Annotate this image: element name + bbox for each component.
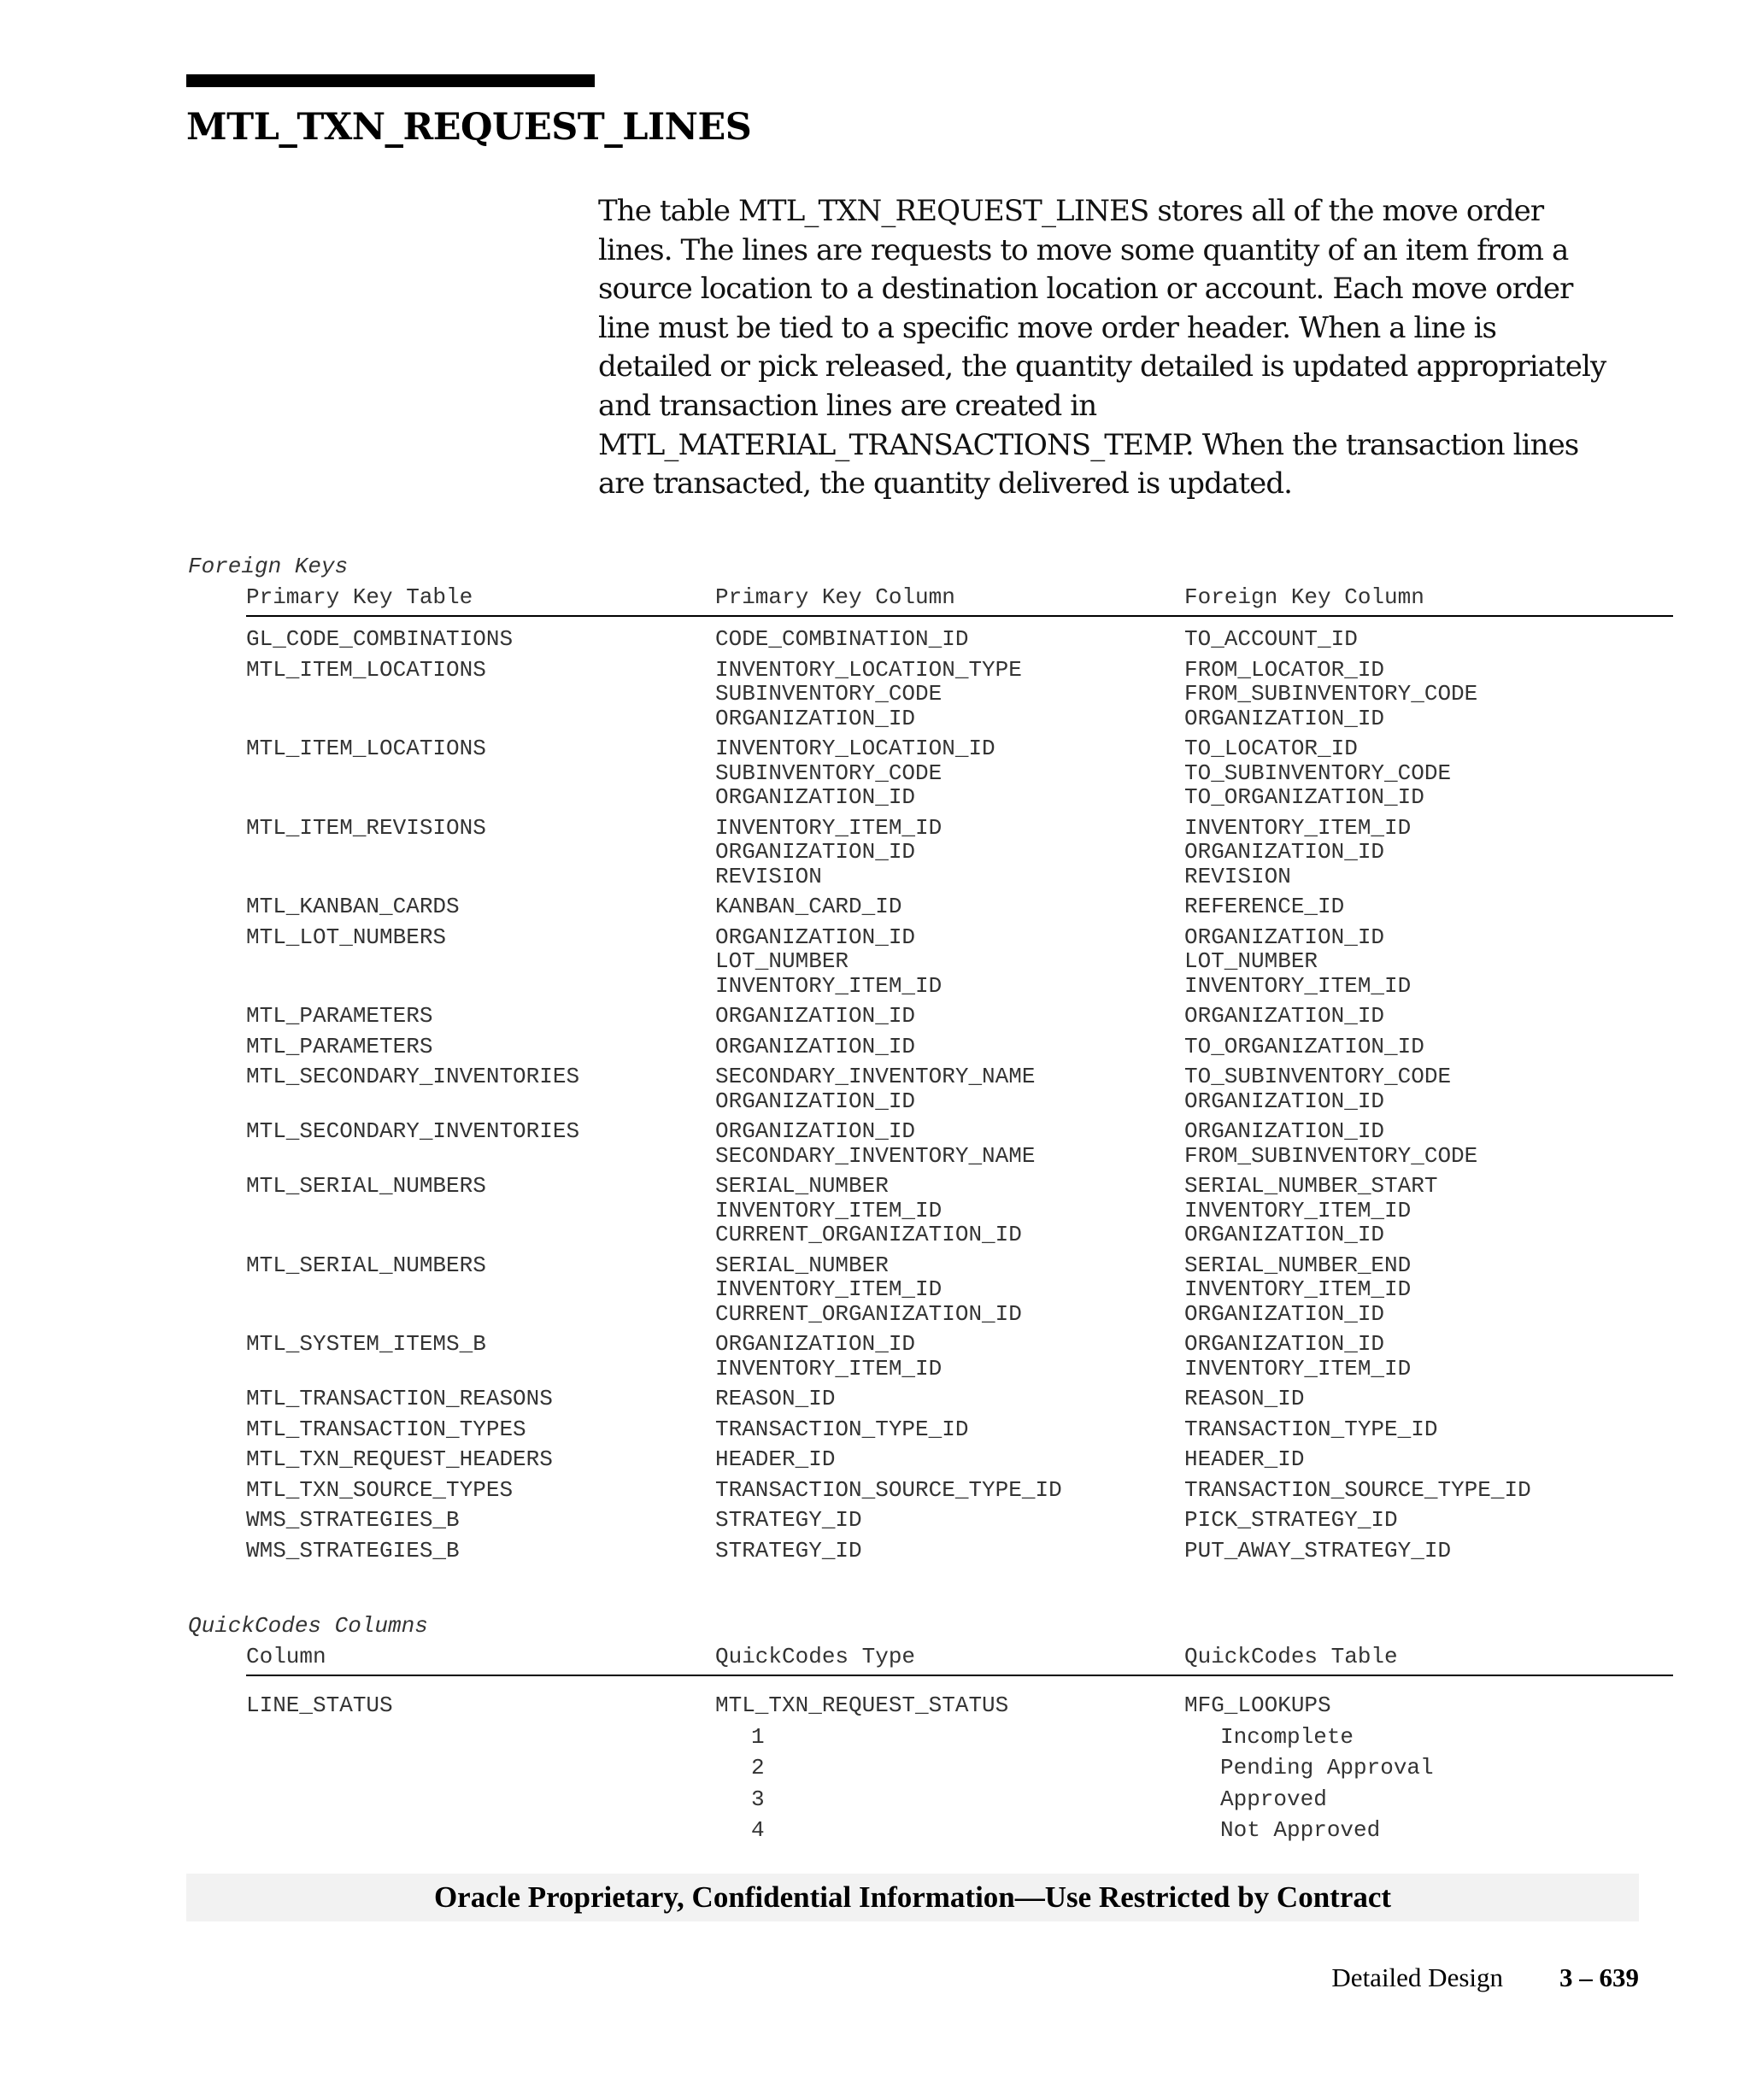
primary-key-column: REASON_ID bbox=[715, 1386, 836, 1411]
primary-key-table: MTL_SECONDARY_INVENTORIES bbox=[246, 1064, 580, 1089]
foreign-key-column: PICK_STRATEGY_ID bbox=[1184, 1507, 1398, 1533]
foreign-key-column: HEADER_ID bbox=[1184, 1446, 1305, 1472]
primary-key-column: ORGANIZATION_ID bbox=[715, 1033, 916, 1059]
foreign-key-column: ORGANIZATION_ID bbox=[1184, 924, 1385, 950]
fk-row bbox=[246, 1065, 1673, 1113]
foreign-key-column: ORGANIZATION_ID bbox=[1184, 1118, 1385, 1144]
primary-key-table: MTL_TRANSACTION_REASONS bbox=[246, 1386, 553, 1411]
foreign-key-column: ORGANIZATION_ID bbox=[1184, 839, 1385, 865]
quickcode-meaning: Not Approved bbox=[1220, 1817, 1381, 1843]
fk-primary-table-cell bbox=[246, 1417, 526, 1442]
fk-foreign-column-cell bbox=[1184, 627, 1358, 652]
foreign-key-column: INVENTORY_ITEM_ID bbox=[1184, 972, 1412, 999]
fk-foreign-column-cell bbox=[1184, 1508, 1398, 1533]
foreign-key-column: TO_SUBINVENTORY_CODE bbox=[1184, 760, 1452, 786]
foreign-key-column: TO_ACCOUNT_ID bbox=[1184, 626, 1358, 652]
fk-row bbox=[246, 816, 1673, 889]
quickcode-value: 1 bbox=[751, 1723, 765, 1750]
primary-key-table: MTL_TXN_REQUEST_HEADERS bbox=[246, 1446, 553, 1472]
foreign-key-column: ORGANIZATION_ID bbox=[1184, 1222, 1385, 1247]
foreign-key-column: LOT_NUMBER bbox=[1184, 948, 1318, 974]
fk-foreign-column-cell bbox=[1184, 1417, 1437, 1442]
foreign-key-column: TRANSACTION_TYPE_ID bbox=[1184, 1416, 1438, 1442]
fk-primary-table-cell bbox=[246, 1065, 579, 1089]
primary-key-table: MTL_KANBAN_CARDS bbox=[246, 894, 460, 919]
foreign-key-column: REFERENCE_ID bbox=[1184, 894, 1345, 919]
quickcode-meaning: Pending Approval bbox=[1220, 1755, 1434, 1780]
fk-primary-table-cell bbox=[246, 627, 513, 652]
header-primary-key-column: Primary Key Column bbox=[715, 584, 955, 610]
fk-row bbox=[246, 1332, 1673, 1381]
fk-primary-table-cell bbox=[246, 925, 446, 950]
primary-key-column: INVENTORY_LOCATION_TYPE bbox=[715, 656, 1022, 683]
fk-primary-table-cell bbox=[246, 1119, 579, 1144]
fk-foreign-column-cell bbox=[1184, 1065, 1451, 1113]
fk-primary-table-cell bbox=[246, 1539, 460, 1563]
quickcodes-column-cell bbox=[246, 1690, 393, 1722]
title-rule bbox=[186, 74, 595, 87]
primary-key-table: MTL_PARAMETERS bbox=[246, 1003, 433, 1029]
foreign-key-column: INVENTORY_ITEM_ID bbox=[1184, 1197, 1412, 1223]
description-line: source location to a destination location or account. Each move order bbox=[598, 272, 1573, 307]
quickcode-value: 3 bbox=[751, 1786, 765, 1812]
primary-key-column: SUBINVENTORY_CODE bbox=[715, 760, 943, 786]
fk-primary-column-cell bbox=[715, 658, 1022, 731]
primary-key-column: CODE_COMBINATION_ID bbox=[715, 626, 969, 652]
foreign-key-column: INVENTORY_ITEM_ID bbox=[1184, 814, 1412, 841]
description-line: and transaction lines are created in bbox=[598, 388, 1097, 423]
primary-key-table: MTL_ITEM_LOCATIONS bbox=[246, 736, 486, 761]
description-line: The table MTL_TXN_REQUEST_LINES stores all of the move order bbox=[598, 194, 1544, 228]
fk-row bbox=[246, 1508, 1673, 1533]
fk-primary-table-cell bbox=[246, 736, 486, 761]
fk-primary-column-cell bbox=[715, 1539, 862, 1563]
header-quickcodes-type: QuickCodes Type bbox=[715, 1644, 916, 1669]
foreign-keys-header bbox=[246, 584, 1673, 617]
foreign-key-column: REASON_ID bbox=[1184, 1386, 1305, 1411]
primary-key-column: ORGANIZATION_ID bbox=[715, 924, 916, 950]
fk-primary-column-cell bbox=[715, 1174, 1022, 1247]
fk-primary-column-cell bbox=[715, 1508, 862, 1533]
foreign-key-column: ORGANIZATION_ID bbox=[1184, 1300, 1385, 1327]
quickcodes-header bbox=[246, 1644, 1673, 1676]
table-description bbox=[598, 192, 1666, 504]
primary-key-column: REVISION bbox=[715, 863, 822, 889]
primary-key-column: KANBAN_CARD_ID bbox=[715, 894, 902, 919]
description-line: line must be tied to a specific move order header. When a line is bbox=[598, 310, 1497, 345]
fk-foreign-column-cell bbox=[1184, 1253, 1411, 1327]
foreign-key-column: INVENTORY_ITEM_ID bbox=[1184, 1355, 1412, 1381]
primary-key-table: WMS_STRATEGIES_B bbox=[246, 1507, 460, 1533]
fk-foreign-column-cell bbox=[1184, 925, 1411, 999]
fk-foreign-column-cell bbox=[1184, 1332, 1411, 1381]
fk-primary-table-cell bbox=[246, 1253, 486, 1278]
fk-foreign-column-cell bbox=[1184, 736, 1451, 810]
primary-key-column: CURRENT_ORGANIZATION_ID bbox=[715, 1300, 1022, 1327]
fk-primary-column-cell bbox=[715, 1332, 942, 1381]
fk-primary-column-cell bbox=[715, 1417, 968, 1442]
header-quickcodes-table: QuickCodes Table bbox=[1184, 1644, 1398, 1669]
foreign-key-column: SERIAL_NUMBER_END bbox=[1184, 1252, 1412, 1278]
primary-key-column: CURRENT_ORGANIZATION_ID bbox=[715, 1222, 1022, 1247]
foreign-key-column: SERIAL_NUMBER_START bbox=[1184, 1173, 1438, 1199]
fk-primary-table-cell bbox=[246, 658, 486, 683]
header-foreign-key-column: Foreign Key Column bbox=[1184, 584, 1424, 610]
primary-key-column: STRATEGY_ID bbox=[715, 1507, 862, 1533]
fk-foreign-column-cell bbox=[1184, 895, 1344, 919]
fk-foreign-column-cell bbox=[1184, 1539, 1451, 1563]
foreign-keys-label: Foreign Keys bbox=[188, 554, 349, 579]
fk-primary-table-cell bbox=[246, 1478, 513, 1503]
foreign-key-column: TRANSACTION_SOURCE_TYPE_ID bbox=[1184, 1476, 1531, 1503]
quickcode-value: 2 bbox=[751, 1755, 765, 1780]
foreign-key-column: TO_LOCATOR_ID bbox=[1184, 736, 1358, 761]
primary-key-column: LOT_NUMBER bbox=[715, 948, 849, 974]
foreign-key-column: FROM_SUBINVENTORY_CODE bbox=[1184, 1142, 1478, 1169]
fk-row bbox=[246, 1004, 1673, 1029]
fk-row bbox=[246, 1174, 1673, 1247]
quickcodes-label: QuickCodes Columns bbox=[188, 1613, 428, 1639]
quickcodes-type: MTL_TXN_REQUEST_STATUS bbox=[715, 1692, 1009, 1718]
fk-foreign-column-cell bbox=[1184, 1035, 1424, 1059]
primary-key-table: MTL_SYSTEM_ITEMS_B bbox=[246, 1331, 486, 1357]
fk-primary-column-cell bbox=[715, 925, 942, 999]
header-primary-key-table: Primary Key Table bbox=[246, 584, 473, 610]
primary-key-column: ORGANIZATION_ID bbox=[715, 784, 916, 810]
primary-key-table: MTL_ITEM_REVISIONS bbox=[246, 814, 486, 841]
foreign-key-column: ORGANIZATION_ID bbox=[1184, 1003, 1385, 1029]
quickcodes-row bbox=[246, 1690, 1673, 1843]
primary-key-column: ORGANIZATION_ID bbox=[715, 1003, 916, 1029]
description-line: MTL_MATERIAL_TRANSACTIONS_TEMP. When the transaction lines bbox=[598, 427, 1579, 462]
fk-primary-column-cell bbox=[715, 1035, 915, 1059]
fk-primary-table-cell bbox=[246, 1387, 553, 1411]
fk-row bbox=[246, 925, 1673, 999]
foreign-key-column: ORGANIZATION_ID bbox=[1184, 705, 1385, 731]
primary-key-column: INVENTORY_ITEM_ID bbox=[715, 1355, 943, 1381]
primary-key-column: INVENTORY_LOCATION_ID bbox=[715, 736, 995, 761]
fk-primary-table-cell bbox=[246, 1004, 432, 1029]
primary-key-column: ORGANIZATION_ID bbox=[715, 1118, 916, 1144]
foreign-key-column: FROM_LOCATOR_ID bbox=[1184, 656, 1385, 683]
fk-primary-column-cell bbox=[715, 816, 942, 889]
foreign-key-column: ORGANIZATION_ID bbox=[1184, 1331, 1385, 1357]
fk-primary-column-cell bbox=[715, 1478, 1062, 1503]
fk-row bbox=[246, 627, 1673, 652]
primary-key-column: SERIAL_NUMBER bbox=[715, 1252, 889, 1278]
page-number: 3 – 639 bbox=[1559, 1962, 1639, 1992]
quickcodes-table-cell bbox=[1184, 1690, 1434, 1846]
header-column: Column bbox=[246, 1644, 326, 1669]
primary-key-column: ORGANIZATION_ID bbox=[715, 839, 916, 865]
quickcode-meaning: Approved bbox=[1220, 1786, 1327, 1812]
fk-row bbox=[246, 1447, 1673, 1472]
quickcodes-column: LINE_STATUS bbox=[246, 1692, 393, 1718]
primary-key-table: MTL_PARAMETERS bbox=[246, 1033, 433, 1059]
fk-primary-table-cell bbox=[246, 1174, 486, 1199]
description-line: detailed or pick released, the quantity detailed is updated appropriately bbox=[598, 349, 1606, 384]
fk-foreign-column-cell bbox=[1184, 1004, 1384, 1029]
foreign-key-column: FROM_SUBINVENTORY_CODE bbox=[1184, 681, 1478, 707]
primary-key-column: ORGANIZATION_ID bbox=[715, 1331, 916, 1357]
foreign-key-column: REVISION bbox=[1184, 863, 1291, 889]
confidential-notice: Oracle Proprietary, Confidential Information––Use Restricted by Contract bbox=[186, 1874, 1639, 1921]
fk-primary-table-cell bbox=[246, 1035, 432, 1059]
fk-primary-column-cell bbox=[715, 1119, 1035, 1168]
fk-primary-column-cell bbox=[715, 627, 968, 652]
primary-key-column: INVENTORY_ITEM_ID bbox=[715, 1197, 943, 1223]
primary-key-column: INVENTORY_ITEM_ID bbox=[715, 1276, 943, 1302]
primary-key-column: ORGANIZATION_ID bbox=[715, 705, 916, 731]
primary-key-column: SECONDARY_INVENTORY_NAME bbox=[715, 1142, 1036, 1169]
fk-foreign-column-cell bbox=[1184, 816, 1411, 889]
quickcode-value: 4 bbox=[751, 1817, 765, 1843]
fk-primary-table-cell bbox=[246, 1447, 553, 1472]
fk-row bbox=[246, 1387, 1673, 1411]
page-footer bbox=[1331, 1962, 1639, 1993]
foreign-keys-body bbox=[246, 627, 1673, 1563]
primary-key-column: TRANSACTION_TYPE_ID bbox=[715, 1416, 969, 1442]
primary-key-column: SUBINVENTORY_CODE bbox=[715, 681, 943, 707]
fk-primary-column-cell bbox=[715, 1065, 1035, 1113]
fk-row bbox=[246, 1253, 1673, 1327]
fk-primary-table-cell bbox=[246, 1332, 486, 1357]
fk-foreign-column-cell bbox=[1184, 1478, 1531, 1503]
fk-primary-column-cell bbox=[715, 1447, 835, 1472]
quickcodes-type-cell bbox=[715, 1690, 1008, 1846]
quickcodes-table-name: MFG_LOOKUPS bbox=[1184, 1692, 1331, 1718]
fk-primary-table-cell bbox=[246, 1508, 460, 1533]
foreign-keys-table bbox=[246, 584, 1673, 1563]
foreign-key-column: TO_SUBINVENTORY_CODE bbox=[1184, 1064, 1452, 1089]
fk-foreign-column-cell bbox=[1184, 1387, 1304, 1411]
primary-key-column: SECONDARY_INVENTORY_NAME bbox=[715, 1064, 1036, 1089]
fk-row bbox=[246, 658, 1673, 731]
primary-key-table: WMS_STRATEGIES_B bbox=[246, 1537, 460, 1563]
primary-key-column: INVENTORY_ITEM_ID bbox=[715, 814, 943, 841]
primary-key-table: MTL_ITEM_LOCATIONS bbox=[246, 656, 486, 683]
primary-key-table: MTL_TXN_SOURCE_TYPES bbox=[246, 1476, 514, 1503]
fk-row bbox=[246, 736, 1673, 810]
primary-key-column: STRATEGY_ID bbox=[715, 1537, 862, 1563]
fk-primary-column-cell bbox=[715, 1253, 1022, 1327]
fk-foreign-column-cell bbox=[1184, 1119, 1477, 1168]
foreign-key-column: PUT_AWAY_STRATEGY_ID bbox=[1184, 1537, 1452, 1563]
fk-primary-column-cell bbox=[715, 736, 995, 810]
primary-key-table: GL_CODE_COMBINATIONS bbox=[246, 626, 514, 652]
fk-primary-column-cell bbox=[715, 1387, 835, 1411]
primary-key-column: TRANSACTION_SOURCE_TYPE_ID bbox=[715, 1476, 1062, 1503]
foreign-key-column: ORGANIZATION_ID bbox=[1184, 1088, 1385, 1114]
fk-primary-column-cell bbox=[715, 1004, 915, 1029]
quickcode-meaning: Incomplete bbox=[1220, 1723, 1354, 1750]
foreign-key-column: TO_ORGANIZATION_ID bbox=[1184, 1033, 1424, 1059]
primary-key-column: INVENTORY_ITEM_ID bbox=[715, 972, 943, 999]
fk-row bbox=[246, 895, 1673, 919]
fk-foreign-column-cell bbox=[1184, 1447, 1304, 1472]
foreign-key-column: TO_ORGANIZATION_ID bbox=[1184, 784, 1424, 810]
fk-foreign-column-cell bbox=[1184, 1174, 1437, 1247]
description-line: lines. The lines are requests to move some quantity of an item from a bbox=[598, 232, 1569, 267]
primary-key-table: MTL_TRANSACTION_TYPES bbox=[246, 1416, 526, 1442]
page-title: MTL_TXN_REQUEST_LINES bbox=[186, 106, 752, 149]
foreign-key-column: INVENTORY_ITEM_ID bbox=[1184, 1276, 1412, 1302]
fk-row bbox=[246, 1539, 1673, 1563]
section-name: Detailed Design bbox=[1331, 1962, 1503, 1992]
fk-primary-column-cell bbox=[715, 895, 901, 919]
primary-key-table: MTL_SECONDARY_INVENTORIES bbox=[246, 1118, 580, 1144]
fk-row bbox=[246, 1417, 1673, 1442]
fk-foreign-column-cell bbox=[1184, 658, 1477, 731]
quickcodes-table bbox=[246, 1644, 1673, 1843]
primary-key-table: MTL_SERIAL_NUMBERS bbox=[246, 1252, 486, 1278]
primary-key-table: MTL_LOT_NUMBERS bbox=[246, 924, 447, 950]
fk-primary-table-cell bbox=[246, 816, 486, 841]
primary-key-table: MTL_SERIAL_NUMBERS bbox=[246, 1173, 486, 1199]
description-line: are transacted, the quantity delivered is updated. bbox=[598, 466, 1293, 502]
primary-key-column: HEADER_ID bbox=[715, 1446, 836, 1472]
fk-primary-table-cell bbox=[246, 895, 460, 919]
primary-key-column: ORGANIZATION_ID bbox=[715, 1088, 916, 1114]
fk-row bbox=[246, 1035, 1673, 1059]
fk-row bbox=[246, 1478, 1673, 1503]
fk-row bbox=[246, 1119, 1673, 1168]
primary-key-column: SERIAL_NUMBER bbox=[715, 1173, 889, 1199]
